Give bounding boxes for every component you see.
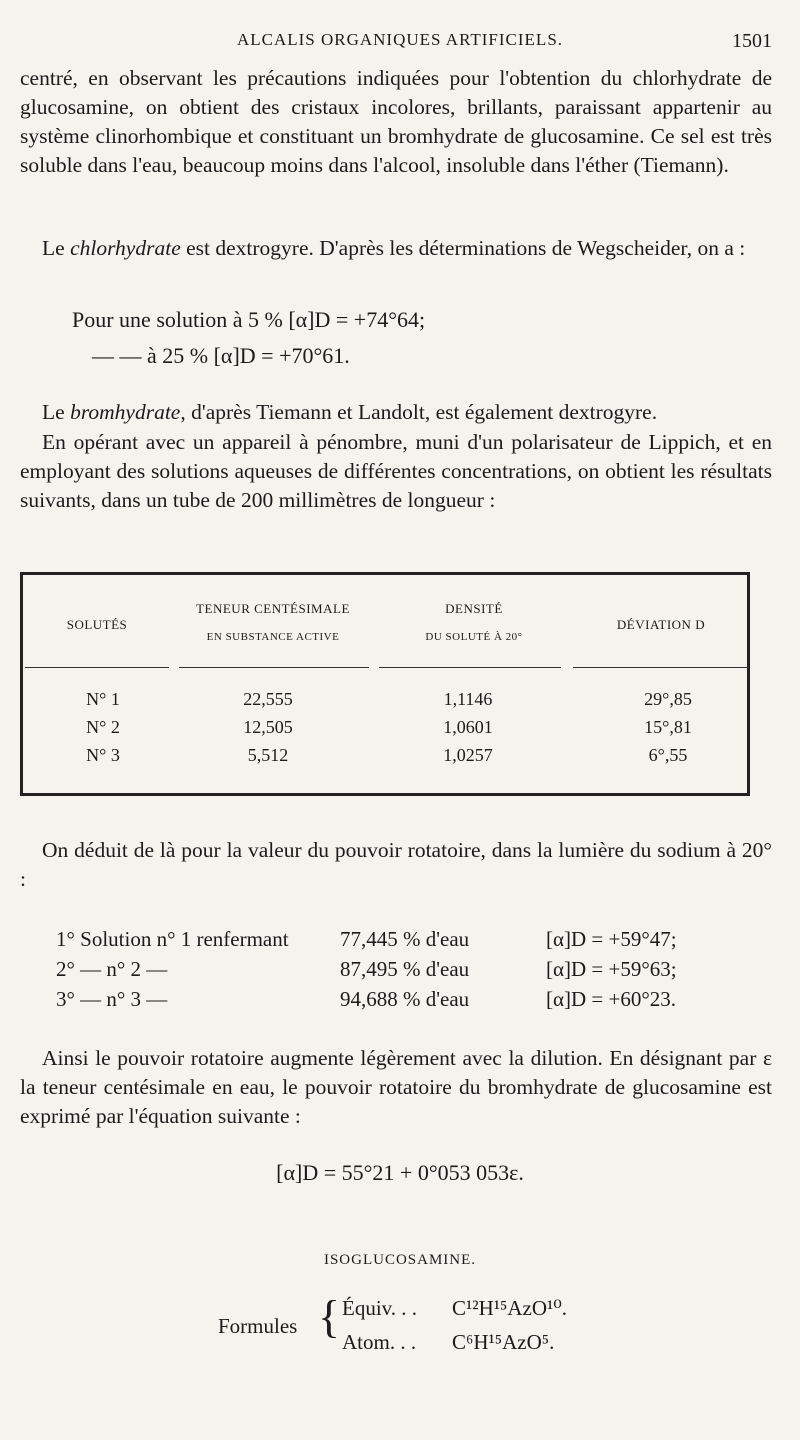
cell-densite: 1,0257	[443, 745, 493, 765]
header-rule	[573, 667, 749, 668]
results-table	[20, 572, 750, 796]
p2-italic: chlorhydrate	[70, 236, 181, 260]
p3-before: Le	[42, 400, 71, 424]
formulas-label: Formules	[218, 1314, 298, 1338]
solution-row-3-label: 3° — n° 3 —	[56, 987, 168, 1011]
equiv-label: Équiv. . .	[342, 1296, 418, 1320]
solution-row-3-value: [α]D = +60°23.	[546, 987, 676, 1011]
cell-teneur: 12,505	[243, 717, 293, 737]
solution-row-2-value: [α]D = +59°63;	[546, 957, 677, 981]
header-rule	[179, 667, 369, 668]
cell-densite: 1,1146	[443, 689, 493, 709]
equation-1: Pour une solution à 5 % [α]D = +74°64;	[72, 307, 426, 332]
paragraph-1: centré, en observant les précautions indiquées pour l'obtention du chlorhydrate de glucosamine, on obtient des cristaux incolores, brillants, paraissant appartenir au système clinorhombique et constituant un bromhydrate de glucosamine. Ce sel est très soluble dans l'eau, beaucoup moins dans l'alcool, insoluble dans l'éther (Tiemann).	[20, 66, 772, 177]
page-header	[20, 30, 780, 58]
brace-symbol: {	[318, 1291, 341, 1342]
solution-row-1-value: [α]D = +59°47;	[546, 927, 677, 951]
cell-solute: N° 3	[86, 745, 120, 765]
running-title: ALCALIS ORGANIQUES ARTIFICIELS.	[236, 30, 564, 49]
solution-row-2-label: 2° — n° 2 —	[56, 957, 168, 981]
paragraph-4: En opérant avec un appareil à pénombre, muni d'un polarisateur de Lippich, et en employant des solutions aqueuses de différentes concentrations, on obtient les résultats suivants, dans un tube de 200 millimètres de longueur :	[20, 430, 772, 512]
section-title: ISOGLUCOSAMINE.	[323, 1252, 477, 1268]
header-densite-line1: DENSITÉ	[445, 601, 503, 616]
paragraph-6: Ainsi le pouvoir rotatoire augmente légèrement avec la dilution. En désignant par ε la teneur centésimale en eau, le pouvoir rotatoire du bromhydrate de glucosamine est exprimé par l'équation suivante :	[20, 1046, 772, 1128]
cell-teneur: 22,555	[243, 689, 293, 709]
header-solutes: SOLUTÉS	[66, 617, 128, 632]
cell-densite: 1,0601	[443, 717, 493, 737]
cell-deviation: 29°,85	[644, 689, 692, 709]
header-teneur-line2: EN SUBSTANCE ACTIVE	[206, 631, 340, 643]
paragraph-3	[20, 398, 772, 427]
solution-row-1-pct: 77,445 % d'eau	[340, 927, 470, 951]
header-deviation: DÉVIATION D	[616, 617, 706, 632]
p3-italic: bromhydrate	[70, 400, 181, 424]
page-number: 1501	[732, 30, 772, 52]
paragraph-5: On déduit de là pour la valeur du pouvoir rotatoire, dans la lumière du sodium à 20° :	[20, 838, 772, 891]
solution-row-2-pct: 87,495 % d'eau	[340, 957, 470, 981]
cell-teneur: 5,512	[247, 745, 289, 765]
header-rule	[379, 667, 561, 668]
p3-after: , d'après Tiemann et Landolt, est également dextrogyre.	[180, 400, 658, 424]
header-rule	[25, 667, 169, 668]
solution-row-3-pct: 94,688 % d'eau	[340, 987, 470, 1011]
p2-after: est dextrogyre. D'après les déterminations de Wegscheider, on a :	[180, 236, 746, 260]
equiv-formula: C¹²H¹⁵AzO¹⁰.	[452, 1296, 567, 1320]
header-densite-line2: DU SOLUTÉ À 20°	[425, 631, 523, 643]
cell-deviation: 15°,81	[644, 717, 692, 737]
equation-2: — — à 25 % [α]D = +70°61.	[92, 343, 350, 368]
atom-formula: C⁶H¹⁵AzO⁵.	[452, 1330, 555, 1354]
cell-deviation: 6°,55	[648, 745, 688, 765]
solution-row-1-label: 1° Solution n° 1 renfermant	[56, 927, 289, 951]
cell-solute: N° 1	[86, 689, 120, 709]
p2-before: Le	[42, 236, 71, 260]
header-teneur-line1: TENEUR CENTÉSIMALE	[196, 601, 350, 616]
paragraph-2	[20, 234, 772, 263]
atom-label: Atom. . .	[342, 1330, 417, 1354]
equation-final: [α]D = 55°21 + 0°053 053ε.	[276, 1160, 524, 1185]
cell-solute: N° 2	[86, 717, 120, 737]
